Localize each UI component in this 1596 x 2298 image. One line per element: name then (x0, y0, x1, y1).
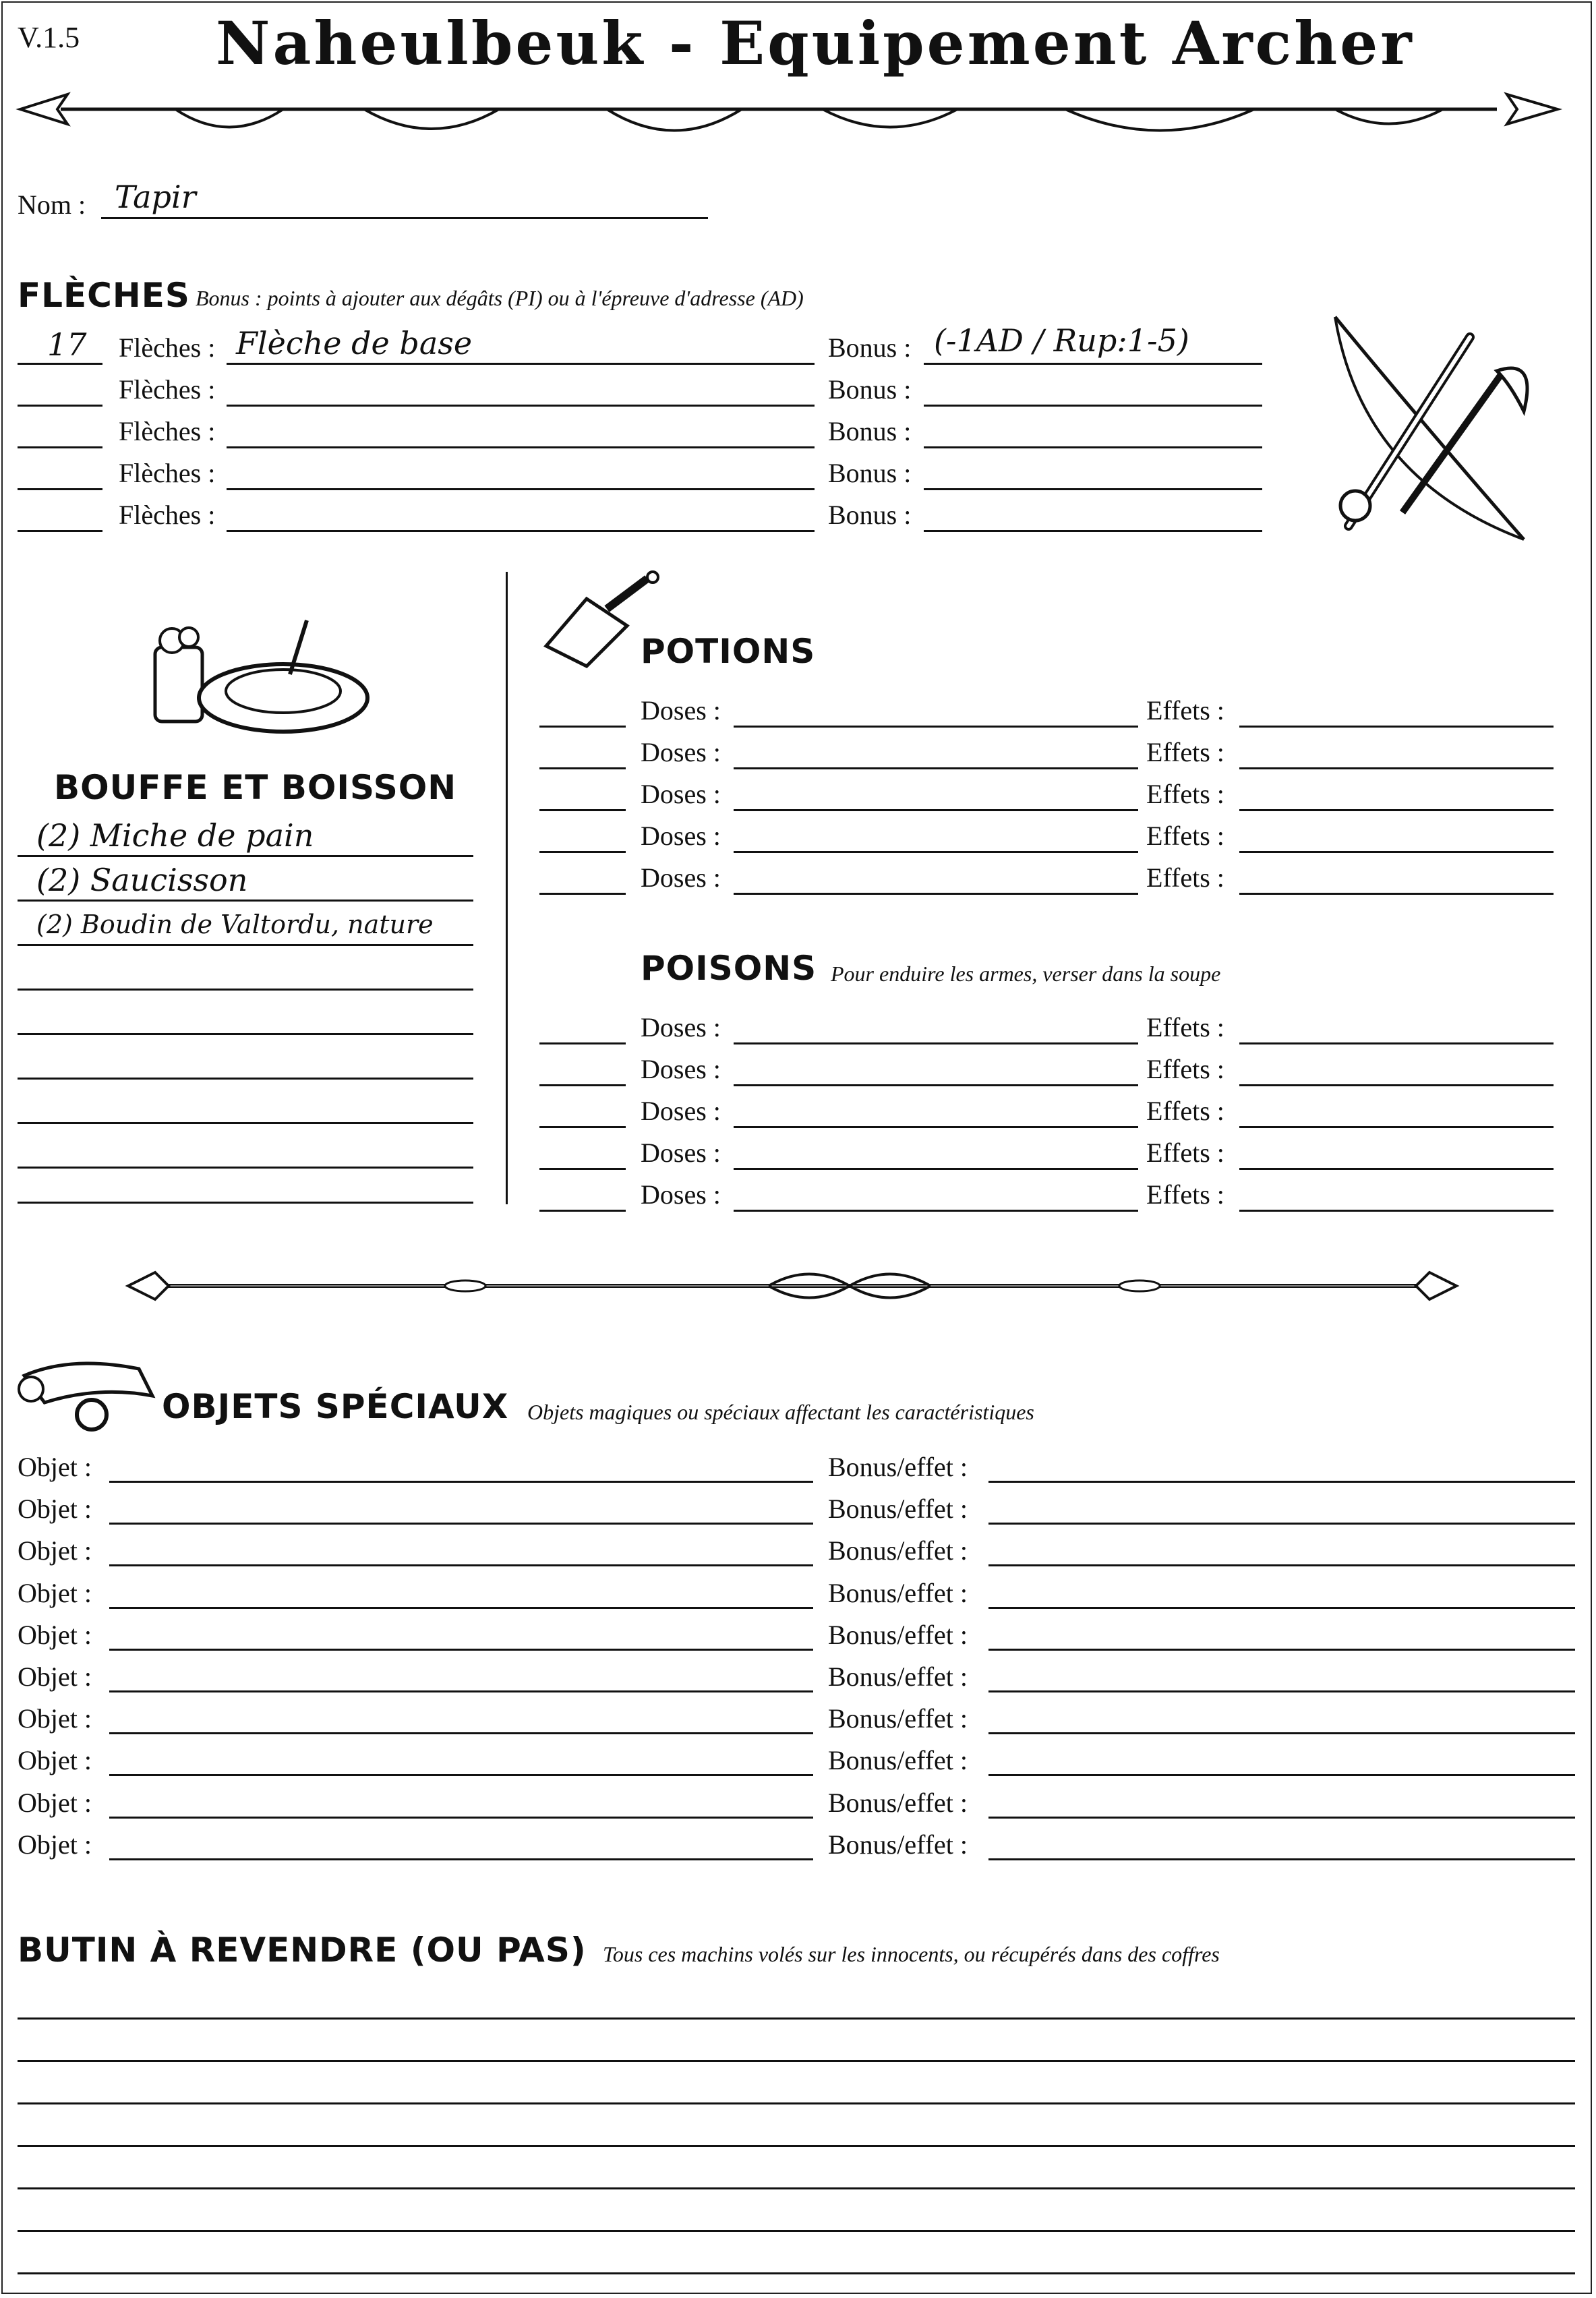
poisons-heading: POISONS (641, 949, 817, 988)
objet-bonus-label: Bonus/effet : (828, 1745, 968, 1776)
objet-line (109, 1649, 813, 1651)
potions-effets-label: Effets : (1146, 737, 1224, 767)
potions-doses-line (734, 851, 1138, 853)
fleches-bonus-label: Bonus : (828, 458, 912, 488)
fleches-bonus-label: Bonus : (828, 374, 912, 405)
poisons-doses-line (734, 1168, 1138, 1170)
fleches-label: Flèches : (119, 500, 216, 530)
potions-qty-line (539, 767, 626, 769)
fleches-type-line (227, 488, 815, 490)
fleches-label: Flèches : (119, 416, 216, 446)
fleches-bonus-label: Bonus : (828, 500, 912, 530)
butin-line (18, 2187, 1575, 2189)
objet-label: Objet : (18, 1452, 92, 1482)
bouffe-line (18, 900, 473, 902)
name-label: Nom : (18, 189, 86, 220)
poisons-note: Pour enduire les armes, verser dans la soupe (831, 962, 1221, 986)
poisons-doses-label: Doses : (641, 1054, 721, 1084)
potions-effets-label: Effets : (1146, 862, 1224, 893)
objet-bonus-label: Bonus/effet : (828, 1535, 968, 1566)
fleches-bonus-label: Bonus : (828, 416, 912, 446)
bouffe-item[interactable]: (2) Boudin de Valtordu, nature (36, 910, 434, 939)
poisons-doses-label: Doses : (641, 1179, 721, 1210)
objet-label: Objet : (18, 1745, 92, 1776)
objet-line (109, 1817, 813, 1819)
objet-label: Objet : (18, 1535, 92, 1566)
objet-line (109, 1858, 813, 1860)
poisons-qty-line (539, 1168, 626, 1170)
poisons-effets-line (1239, 1042, 1554, 1044)
potions-qty-line (539, 726, 626, 728)
poisons-effets-label: Effets : (1146, 1054, 1224, 1084)
objet-line (109, 1564, 813, 1566)
poisons-doses-line (734, 1210, 1138, 1212)
objets-note: Objets magiques ou spéciaux affectant les caractéristiques (527, 1400, 1034, 1424)
fleches-bonus-line (924, 530, 1262, 532)
objet-bonus-line (988, 1523, 1575, 1525)
fleches-type-line (227, 530, 815, 532)
objet-line (109, 1690, 813, 1692)
fleches-type-line (227, 405, 815, 407)
bouffe-line (18, 944, 473, 946)
objet-label: Objet : (18, 1619, 92, 1650)
objet-bonus-line (988, 1774, 1575, 1776)
fleches-count-line (18, 446, 102, 448)
potions-doses-label: Doses : (641, 821, 721, 851)
column-separator (506, 572, 508, 1204)
version-label: V.1.5 (18, 21, 80, 54)
objet-bonus-line (988, 1649, 1575, 1651)
poisons-qty-line (539, 1042, 626, 1044)
objet-label: Objet : (18, 1661, 92, 1692)
objet-bonus-label: Bonus/effet : (828, 1787, 968, 1818)
name-value[interactable]: Tapir (115, 179, 196, 215)
objet-bonus-line (988, 1817, 1575, 1819)
objet-label: Objet : (18, 1494, 92, 1525)
fleches-bonus-value[interactable]: (-1AD / Rup:1-5) (934, 322, 1189, 359)
poisons-effets-label: Effets : (1146, 1138, 1224, 1168)
fleches-type-line (227, 446, 815, 448)
objet-bonus-label: Bonus/effet : (828, 1619, 968, 1650)
fleches-label: Flèches : (119, 374, 216, 405)
objet-label: Objet : (18, 1829, 92, 1860)
fleches-count-line (18, 530, 102, 532)
objet-line (109, 1523, 813, 1525)
butin-line (18, 2102, 1575, 2104)
objet-line (109, 1774, 813, 1776)
fleches-bonus-label: Bonus : (828, 332, 912, 363)
potions-qty-line (539, 893, 626, 895)
fleches-type-value[interactable]: Flèche de base (236, 325, 473, 361)
bouffe-item[interactable]: (2) Saucisson (36, 862, 248, 898)
butin-line (18, 2272, 1575, 2274)
objet-bonus-line (988, 1732, 1575, 1734)
page-title: Naheulbeuk - Equipement Archer (216, 8, 1415, 78)
butin-line (18, 2230, 1575, 2232)
objets-heading: OBJETS SPÉCIAUX (162, 1387, 509, 1426)
poisons-effets-line (1239, 1168, 1554, 1170)
objet-bonus-line (988, 1607, 1575, 1609)
poisons-doses-label: Doses : (641, 1138, 721, 1168)
potions-doses-line (734, 809, 1138, 811)
butin-line (18, 2145, 1575, 2147)
butin-note: Tous ces machins volés sur les innocents, ou récupérés dans des coffres (603, 1942, 1220, 1966)
crossed-weapons-icon (1322, 310, 1571, 553)
food-drink-icon (142, 607, 378, 742)
potions-doses-label: Doses : (641, 862, 721, 893)
bouffe-line (18, 1078, 473, 1080)
potions-doses-label: Doses : (641, 779, 721, 809)
fleches-bonus-line (924, 405, 1262, 407)
objet-bonus-line (988, 1690, 1575, 1692)
bouffe-item[interactable]: (2) Miche de pain (36, 817, 314, 854)
bouffe-line (18, 1033, 473, 1035)
objet-bonus-label: Bonus/effet : (828, 1494, 968, 1525)
fleches-note: Bonus : points à ajouter aux dégâts (PI) ou à l'épreuve d'adresse (AD) (196, 286, 804, 310)
staff-divider (128, 1262, 1463, 1309)
potions-doses-label: Doses : (641, 737, 721, 767)
objet-bonus-line (988, 1564, 1575, 1566)
potions-doses-line (734, 726, 1138, 728)
fleches-count-line (18, 363, 102, 365)
objet-line (109, 1481, 813, 1483)
fleches-type-line (227, 363, 815, 365)
poisons-doses-label: Doses : (641, 1096, 721, 1126)
objet-line (109, 1732, 813, 1734)
objet-bonus-label: Bonus/effet : (828, 1577, 968, 1608)
objet-label: Objet : (18, 1703, 92, 1734)
fleches-label: Flèches : (119, 332, 216, 363)
objet-bonus-label: Bonus/effet : (828, 1452, 968, 1482)
arrow-divider-top (13, 84, 1585, 145)
potions-effets-line (1239, 893, 1554, 895)
fleches-bonus-line (924, 363, 1262, 365)
objet-label: Objet : (18, 1577, 92, 1608)
fleches-count-line (18, 405, 102, 407)
poisons-qty-line (539, 1084, 626, 1086)
bouffe-line (18, 1122, 473, 1124)
fleches-count-line (18, 488, 102, 490)
potions-doses-line (734, 767, 1138, 769)
potions-effets-label: Effets : (1146, 821, 1224, 851)
objet-bonus-line (988, 1858, 1575, 1860)
objet-bonus-label: Bonus/effet : (828, 1661, 968, 1692)
potions-doses-line (734, 893, 1138, 895)
objet-bonus-label: Bonus/effet : (828, 1829, 968, 1860)
objet-line (109, 1607, 813, 1609)
potions-effets-line (1239, 851, 1554, 853)
objet-bonus-label: Bonus/effet : (828, 1703, 968, 1734)
name-field-line (101, 217, 708, 219)
potions-qty-line (539, 851, 626, 853)
potions-effets-line (1239, 726, 1554, 728)
potions-effets-line (1239, 767, 1554, 769)
bouffe-line (18, 989, 473, 991)
butin-line (18, 2017, 1575, 2020)
poisons-effets-line (1239, 1210, 1554, 1212)
poisons-doses-line (734, 1126, 1138, 1128)
poisons-effets-label: Effets : (1146, 1012, 1224, 1042)
potions-effets-label: Effets : (1146, 779, 1224, 809)
poisons-effets-label: Effets : (1146, 1179, 1224, 1210)
poisons-qty-line (539, 1126, 626, 1128)
bouffe-line (18, 855, 473, 857)
objet-label: Objet : (18, 1787, 92, 1818)
potions-heading: POTIONS (641, 632, 816, 671)
potions-effets-label: Effets : (1146, 695, 1224, 726)
fleches-count-value[interactable]: 17 (47, 326, 87, 363)
poisons-doses-label: Doses : (641, 1012, 721, 1042)
bouffe-line (18, 1167, 473, 1169)
fleches-label: Flèches : (119, 458, 216, 488)
butin-line (18, 2060, 1575, 2062)
potions-qty-line (539, 809, 626, 811)
poisons-qty-line (539, 1210, 626, 1212)
poisons-doses-line (734, 1084, 1138, 1086)
butin-heading: BUTIN À REVENDRE (OU PAS) (18, 1931, 587, 1970)
bouffe-line (18, 1202, 473, 1204)
objet-bonus-line (988, 1481, 1575, 1483)
poisons-effets-line (1239, 1126, 1554, 1128)
fleches-heading: FLÈCHES (18, 276, 190, 315)
bouffe-heading: BOUFFE ET BOISSON (54, 768, 457, 807)
fleches-bonus-line (924, 446, 1262, 448)
potions-doses-label: Doses : (641, 695, 721, 726)
scroll-ring-icon (18, 1349, 159, 1436)
poisons-effets-label: Effets : (1146, 1096, 1224, 1126)
poisons-doses-line (734, 1042, 1138, 1044)
fleches-bonus-line (924, 488, 1262, 490)
potions-effets-line (1239, 809, 1554, 811)
poisons-effets-line (1239, 1084, 1554, 1086)
